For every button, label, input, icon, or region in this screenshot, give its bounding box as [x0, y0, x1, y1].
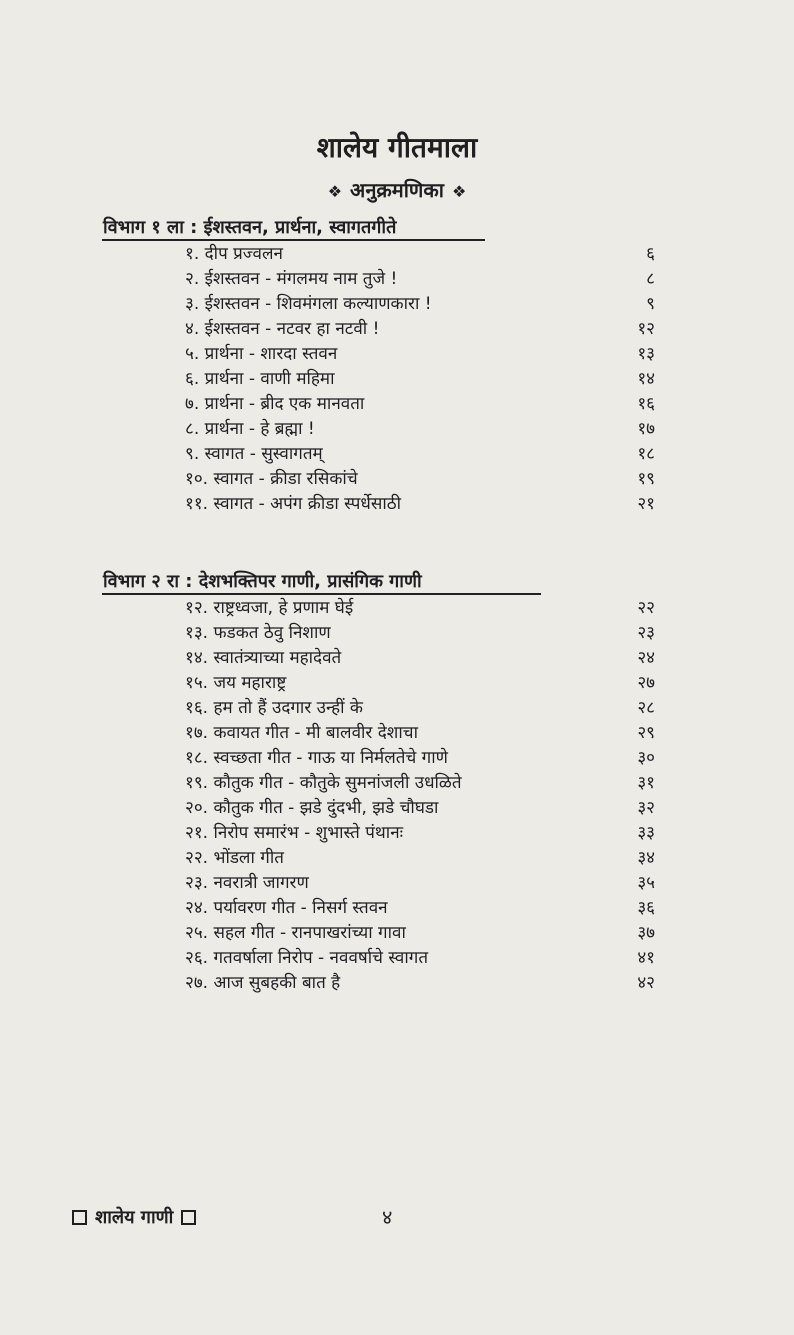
toc-entry: [185, 317, 655, 342]
toc-entry: [185, 696, 655, 721]
toc-entry: [185, 671, 655, 696]
toc-entry-title: २०. कौतुक गीत - झडे दुंदभी, झडे चौघडा: [185, 798, 439, 818]
toc-entry-page: २२: [637, 598, 655, 618]
toc-entry-title: ४. ईशस्तवन - नटवर हा नटवी !: [185, 319, 380, 339]
toc-entry-title: २२. भोंडला गीत: [185, 848, 284, 868]
toc-entry: [185, 771, 655, 796]
page-title: शालेय गीतमाला: [316, 131, 478, 164]
toc-entry-title: २. ईशस्तवन - मंगलमय नाम तुजे !: [185, 269, 398, 289]
toc-entry-title: ६. प्रार्थना - वाणी महिमा: [185, 369, 335, 389]
toc-entry-page: ८: [646, 269, 655, 289]
toc-entry: [185, 721, 655, 746]
toc-entry-page: २९: [637, 723, 655, 743]
toc-entry-title: १. दीप प्रज्वलन: [185, 244, 283, 264]
toc-entry-page: ६: [646, 244, 655, 264]
toc-entry-page: १६: [637, 394, 655, 414]
toc-entry: [185, 342, 655, 367]
toc-entry-page: २४: [637, 648, 655, 668]
toc-entry: [185, 921, 655, 946]
toc-entry-page: ३७: [637, 923, 655, 943]
toc-entry-page: ४२: [637, 973, 655, 993]
toc-entry-title: २७. आज सुबहकी बात है: [185, 973, 341, 993]
toc-entry-title: २६. गतवर्षाला निरोप - नववर्षाचे स्वागत: [185, 948, 429, 968]
toc-entry-title: ११. स्वागत - अपंग क्रीडा स्पर्धेसाठी: [185, 494, 402, 514]
section-heading: विभाग १ ला : ईशस्तवन, प्रार्थना, स्वागतगीते: [103, 217, 397, 238]
toc-entry-page: ३०: [637, 748, 655, 768]
toc-entry-title: १९. कौतुक गीत - कौतुके सुमनांजली उधळिते: [185, 773, 462, 793]
toc-entry-title: ९. स्वागत - सुस्वागतम्: [185, 444, 323, 464]
toc-entry-title: ८. प्रार्थना - हे ब्रह्मा !: [185, 419, 315, 439]
toc-entry-title: १६. हम तो हैं उदगार उन्हीं के: [185, 698, 363, 718]
toc-entry-title: १५. जय महाराष्ट्र: [185, 673, 287, 693]
toc-entry-title: १७. कवायत गीत - मी बालवीर देशाचा: [185, 723, 418, 743]
toc-entry-page: २३: [637, 623, 655, 643]
toc-entry-page: १२: [637, 319, 655, 339]
toc-entry: [185, 796, 655, 821]
section-heading: विभाग २ रा : देशभक्तिपर गाणी, प्रासंगिक गाणी: [103, 571, 422, 592]
toc-entry: [185, 242, 655, 267]
square-bullet-icon: [72, 1210, 87, 1225]
toc-entry: [185, 367, 655, 392]
toc-entry-title: १८. स्वच्छता गीत - गाऊ या निर्मलतेचे गाणे: [185, 748, 448, 768]
page-number: ४: [382, 1205, 393, 1229]
toc-entry: [185, 417, 655, 442]
toc-entry: [185, 946, 655, 971]
toc-entry-page: ३१: [637, 773, 655, 793]
toc-entry-page: ४१: [637, 948, 655, 968]
toc-entry-page: १४: [637, 369, 655, 389]
toc-entry: [185, 467, 655, 492]
toc-entry: [185, 971, 655, 996]
ornament-right-icon: ❖: [451, 182, 467, 201]
toc-entry-page: ३६: [637, 898, 655, 918]
toc-entry-page: १७: [637, 419, 655, 439]
toc-entry-page: ३३: [637, 823, 655, 843]
toc-entry-title: २१. निरोप समारंभ - शुभास्ते पंथानः: [185, 823, 404, 843]
toc-entry-page: ९: [646, 294, 655, 314]
toc-entry-title: १०. स्वागत - क्रीडा रसिकांचे: [185, 469, 358, 489]
toc-entry-page: २१: [637, 494, 655, 514]
toc-entry-title: १२. राष्ट्रध्वजा, हे प्रणाम घेई: [185, 598, 354, 618]
footer-book-title: शालेय गाणी: [95, 1207, 174, 1228]
toc-entry: [185, 292, 655, 317]
toc-entry-page: १३: [637, 344, 655, 364]
toc-entry: [185, 392, 655, 417]
section-underline: [102, 239, 485, 241]
toc-entry-title: २५. सहल गीत - रानपाखरांच्या गावा: [185, 923, 406, 943]
page-subtitle: [0, 176, 794, 203]
toc-entry-title: ५. प्रार्थना - शारदा स्तवन: [185, 344, 338, 364]
toc-entry-title: ३. ईशस्तवन - शिवमंगला कल्याणकारा !: [185, 294, 432, 314]
toc-entry-title: ७. प्रार्थना - ब्रीद एक मानवता: [185, 394, 365, 414]
toc-entry-page: ३२: [637, 798, 655, 818]
toc-entry-page: ३५: [637, 873, 655, 893]
toc-entry-title: १३. फडकत ठेवु निशाण: [185, 623, 331, 643]
toc-entry-page: १८: [637, 444, 655, 464]
toc-entry-title: २४. पर्यावरण गीत - निसर्ग स्तवन: [185, 898, 388, 918]
section-underline: [102, 593, 541, 595]
toc-entry-page: २७: [637, 673, 655, 693]
toc-entry: [185, 492, 655, 517]
toc-entry-page: ३४: [637, 848, 655, 868]
toc-entry-page: २८: [637, 698, 655, 718]
page-footer: [72, 1205, 196, 1229]
toc-entry-title: १४. स्वातंत्र्याच्या महादेवते: [185, 648, 342, 668]
square-bullet-icon: [181, 1210, 196, 1225]
toc-entry: [185, 621, 655, 646]
toc-entry-page: १९: [637, 469, 655, 489]
toc-entry: [185, 596, 655, 621]
toc-entry: [185, 846, 655, 871]
toc-entry: [185, 896, 655, 921]
toc-entry-title: २३. नवरात्री जागरण: [185, 873, 309, 893]
toc-entry: [185, 646, 655, 671]
toc-entry: [185, 871, 655, 896]
subtitle-text: अनुक्रमणिका: [350, 178, 444, 202]
ornament-left-icon: ❖: [327, 182, 343, 201]
toc-entry: [185, 746, 655, 771]
toc-entry: [185, 821, 655, 846]
toc-entry: [185, 267, 655, 292]
toc-entry: [185, 442, 655, 467]
